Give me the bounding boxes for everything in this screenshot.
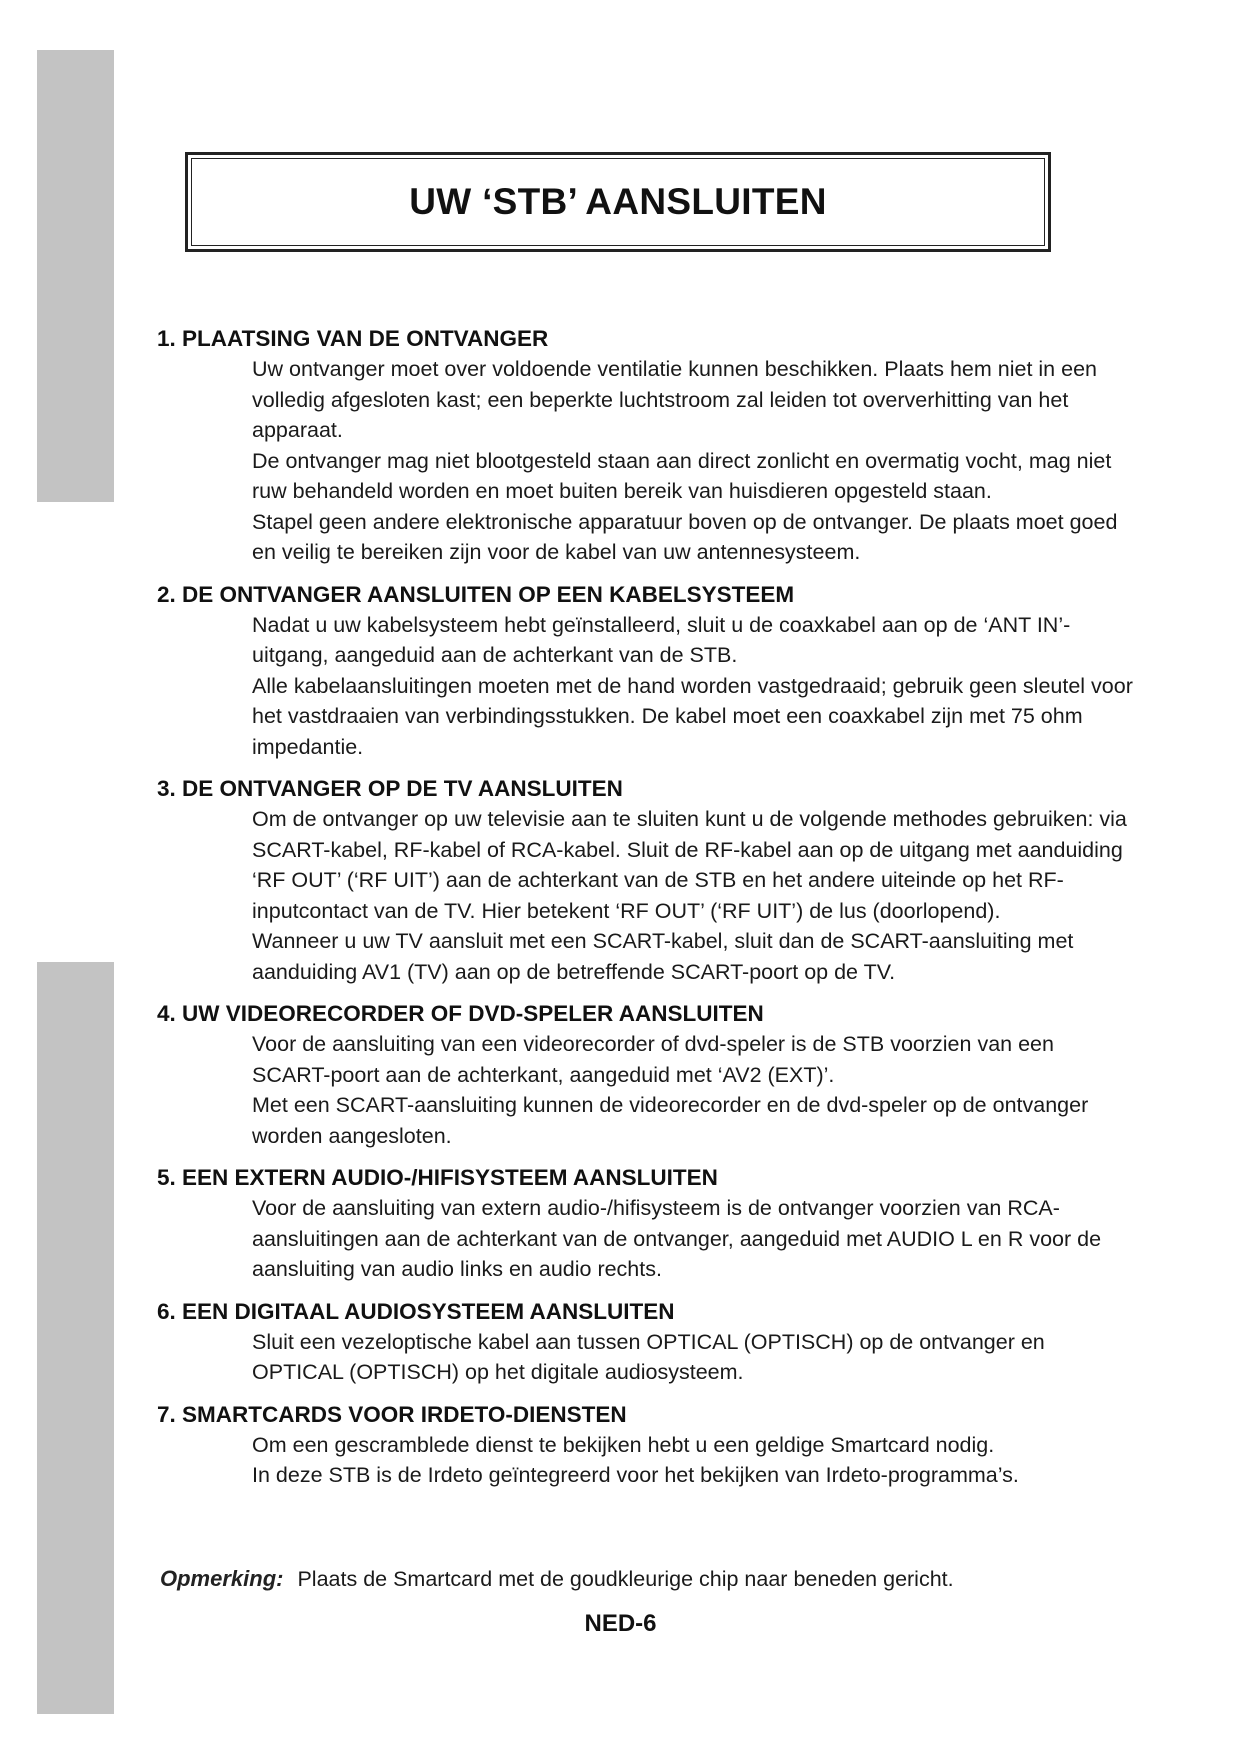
main-content (157, 324, 1137, 1503)
section-body (157, 610, 1137, 763)
section-tv-connection (157, 774, 1137, 987)
paragraph: Met een SCART-aansluiting kunnen de videorecorder en de dvd-speler op de ontvanger worden aangesloten. (252, 1093, 1089, 1148)
paragraph: Sluit een vezeloptische kabel aan tussen OPTICAL (OPTISCH) op de ontvanger en OPTICAL (OPTISCH) op het digitale audiosysteem. (252, 1329, 1045, 1384)
section-heading: 3. DE ONTVANGER OP DE TV AANSLUITEN (157, 776, 623, 801)
side-tab-bar-bottom (37, 962, 114, 1714)
note (160, 1566, 954, 1592)
section-placement (157, 324, 1137, 568)
section-body (157, 1193, 1137, 1285)
section-heading: 4. UW VIDEORECORDER OF DVD-SPELER AANSLUITEN (157, 1001, 764, 1026)
section-digital-audio (157, 1297, 1137, 1388)
section-heading: 1. PLAATSING VAN DE ONTVANGER (157, 326, 549, 351)
section-body (157, 1327, 1137, 1388)
paragraph: Om de ontvanger op uw televisie aan te sluiten kunt u de volgende methodes gebruiken: via SCART-kabel, RF-kabel of RCA-kabel. Sluit de RF-kabel aan op de uitgang met aanduiding ‘RF OUT’ (‘RF UIT’) aan de achterkant van de STB en het andere uiteinde op het RF-inputcontact van de TV. Hier betekent ‘RF OUT’ (‘RF UIT’) de lus (doorlopend). (252, 807, 1127, 923)
paragraph: In deze STB is de Irdeto geïntegreerd voor het bekijken van Irdeto-programma’s. (252, 1463, 1019, 1487)
paragraph: De ontvanger mag niet blootgesteld staan aan direct zonlicht en overmatig vocht, mag niet ruw behandeld worden en moet buiten bereik van huisdieren opgesteld staan. (252, 448, 1112, 503)
paragraph: Alle kabelaansluitingen moeten met de hand worden vastgedraaid; gebruik geen sleutel voor het vastdraaien van verbindingsstukken. De kabel moet een coaxkabel zijn met 75 ohm impedantie. (252, 673, 1133, 759)
paragraph: Voor de aansluiting van een videorecorder of dvd-speler is de STB voorzien van een SCART-poort aan de achterkant, aangeduid met ‘AV2 (EXT)’. (252, 1032, 1054, 1087)
section-cable-system (157, 580, 1137, 763)
section-body (157, 1029, 1137, 1151)
title-box-inner (191, 158, 1045, 246)
section-video-recorder (157, 999, 1137, 1151)
paragraph: Uw ontvanger moet over voldoende ventilatie kunnen beschikken. Plaats hem niet in een volledig afgesloten kast; een beperkte luchtstroom zal leiden tot oververhitting van het apparaat. (252, 357, 1097, 442)
section-heading: 5. EEN EXTERN AUDIO-/HIFISYSTEEM AANSLUITEN (157, 1165, 718, 1190)
section-body (157, 354, 1137, 568)
side-tab-bar-top (37, 50, 114, 502)
note-label: Opmerking: (160, 1566, 284, 1591)
section-heading: 7. SMARTCARDS VOOR IRDETO-DIENSTEN (157, 1401, 627, 1427)
paragraph: Om een gescramblede dienst te bekijken hebt u een geldige Smartcard nodig. (252, 1432, 995, 1457)
section-body (157, 1430, 1137, 1491)
paragraph: Voor de aansluiting van extern audio-/hifisysteem is de ontvanger voorzien van RCA-aansluitingen aan de achterkant van de ontvanger, aangeduid met AUDIO L en R voor de aansluiting van audio links en audio rechts. (252, 1196, 1102, 1281)
section-audio-hifi (157, 1163, 1137, 1285)
note-text: Plaats de Smartcard met de goudkleurige chip naar beneden gericht. (297, 1567, 954, 1591)
paragraph: Stapel geen andere elektronische apparatuur boven op de ontvanger. De plaats moet goed en veilig te bereiken zijn voor de kabel van uw antennesysteem. (252, 509, 1118, 564)
paragraph: Wanneer u uw TV aansluit met een SCART-kabel, sluit dan de SCART-aansluiting met aanduiding AV1 (TV) aan op de betreffende SCART-poort op de TV. (252, 929, 1074, 984)
section-smartcards (157, 1400, 1137, 1491)
title-box (185, 152, 1051, 252)
section-heading: 2. DE ONTVANGER AANSLUITEN OP EEN KABELSYSTEEM (157, 581, 795, 607)
paragraph: Nadat u uw kabelsysteem hebt geïnstalleerd, sluit u de coaxkabel aan op de ‘ANT IN’-uitgang, aangeduid aan de achterkant van de STB. (252, 612, 1071, 667)
section-heading: 6. EEN DIGITAAL AUDIOSYSTEEM AANSLUITEN (157, 1298, 675, 1324)
section-body (157, 804, 1137, 987)
page-title: UW ‘STB’ AANSLUITEN (409, 181, 827, 222)
page-number: NED-6 (584, 1610, 657, 1637)
